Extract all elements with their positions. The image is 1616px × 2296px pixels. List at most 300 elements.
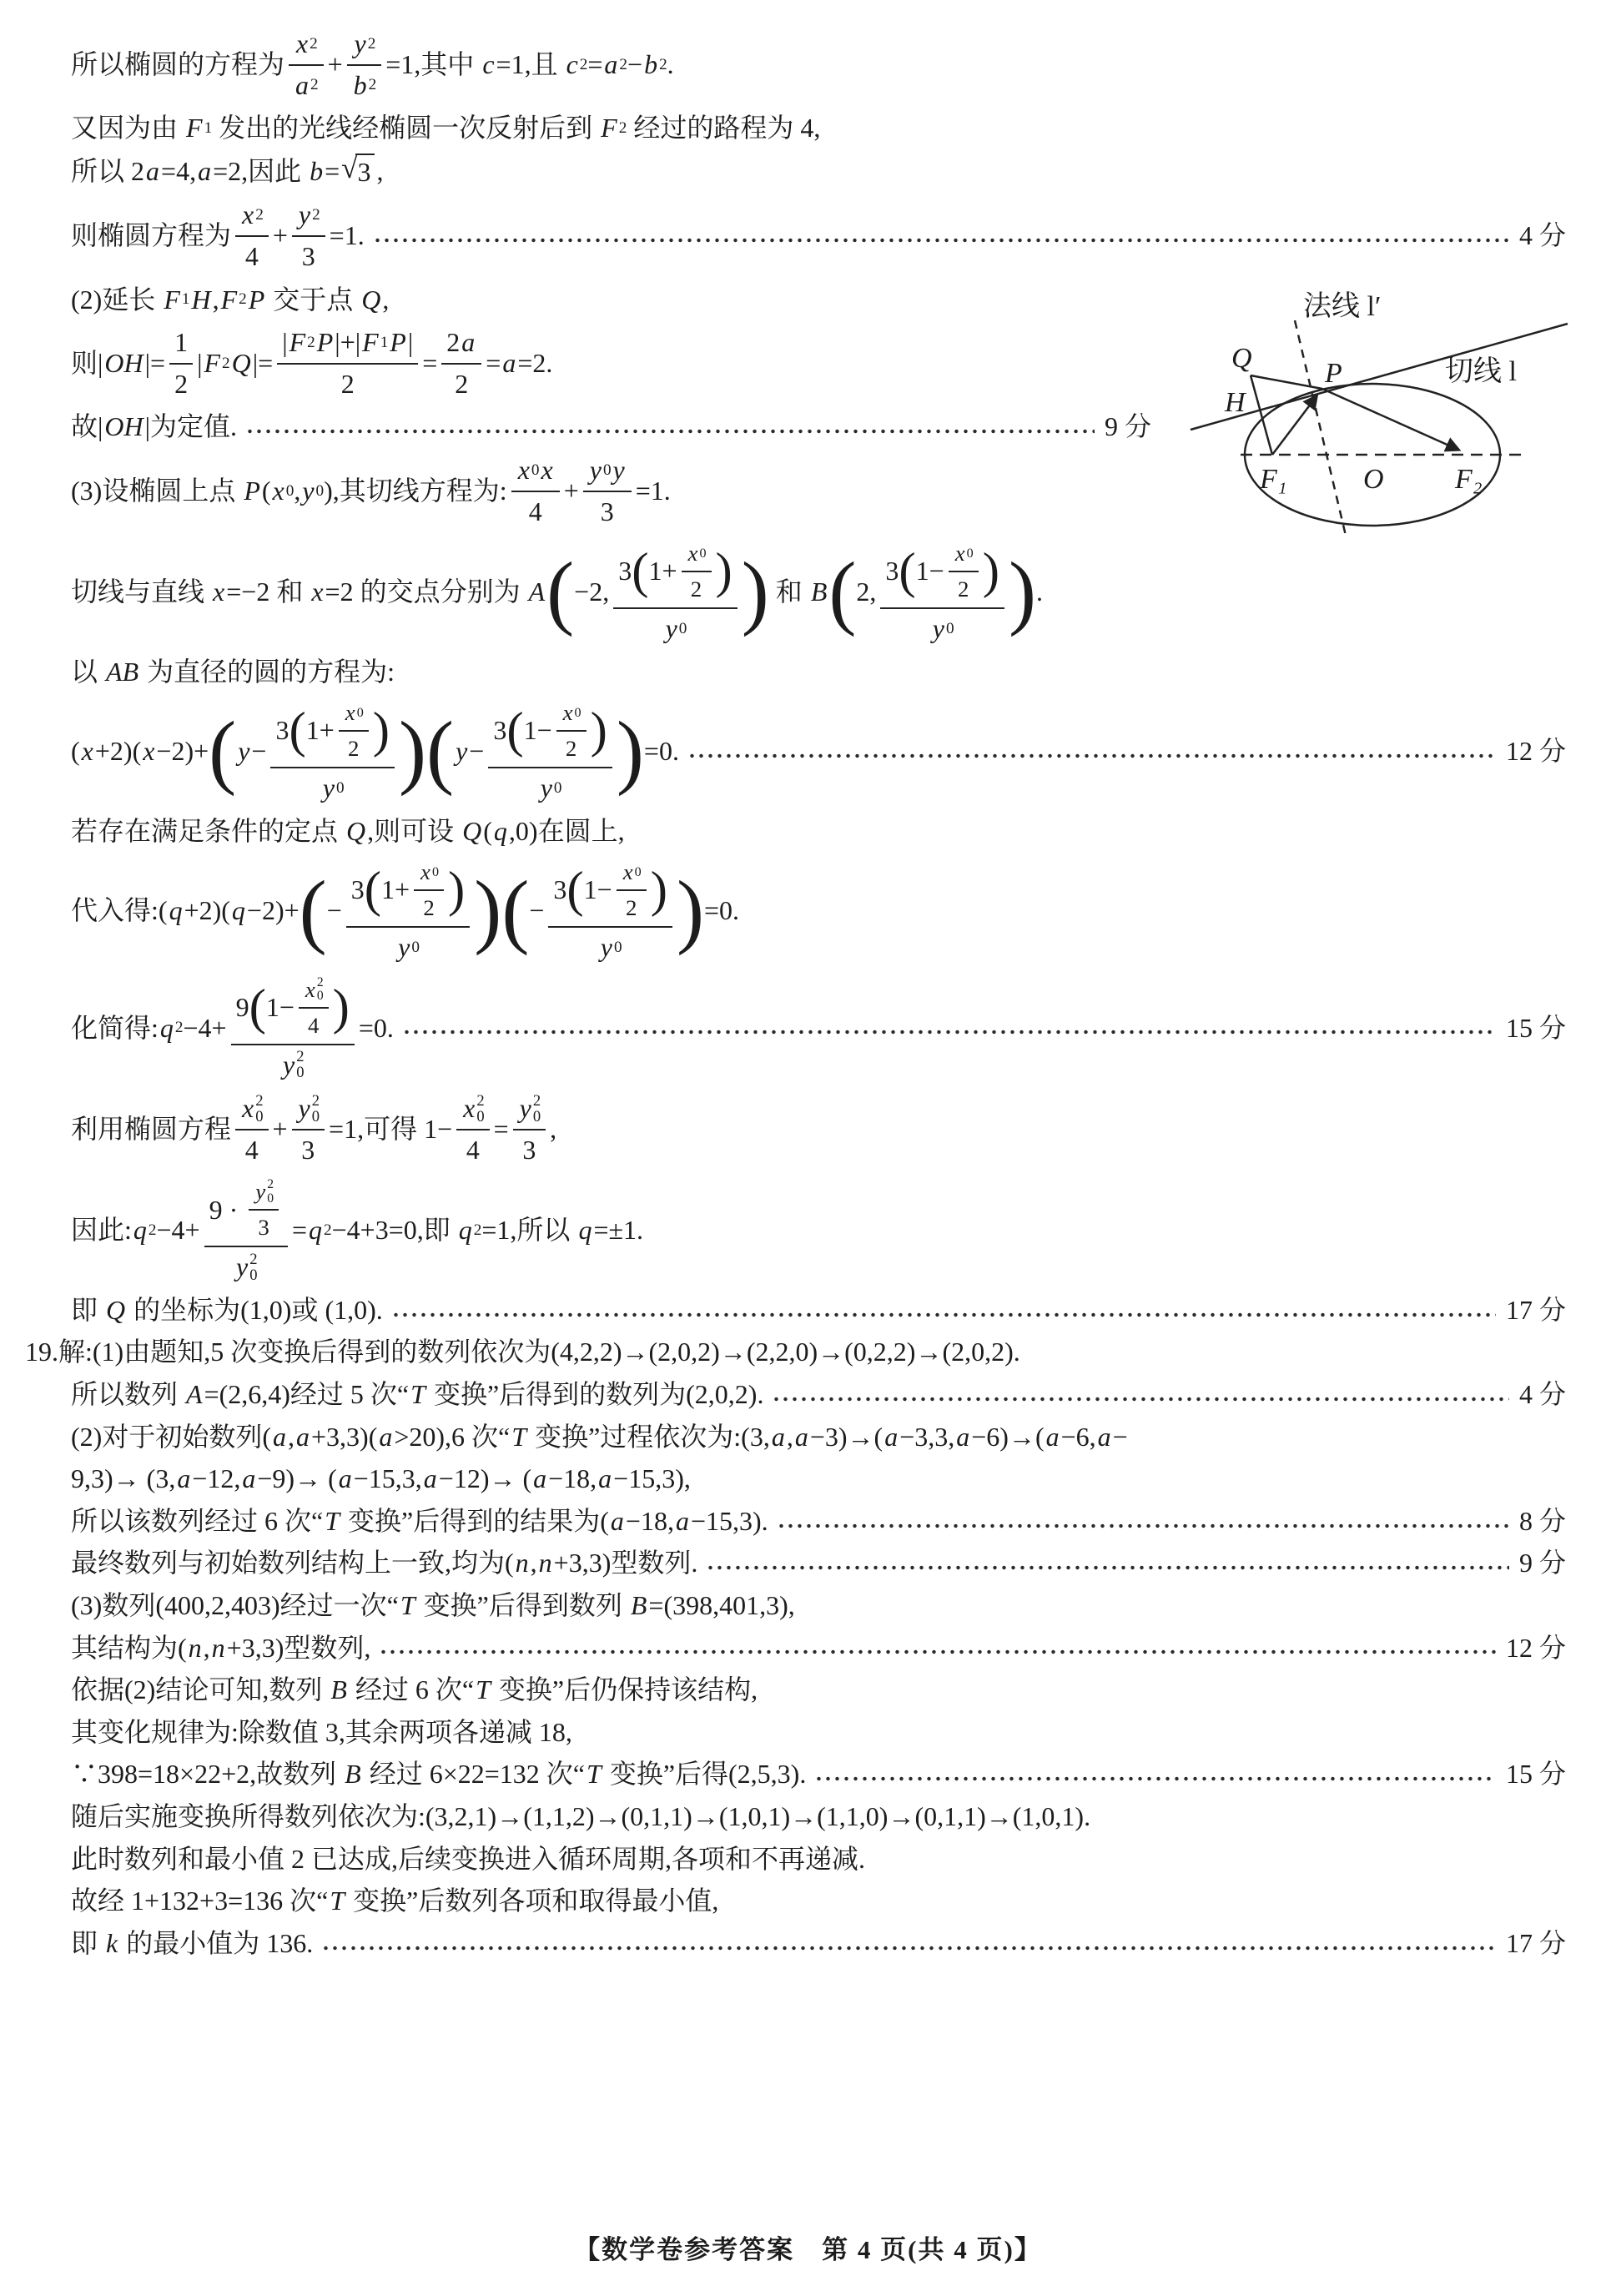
square-root (341, 151, 375, 190)
text-run: 代入得:( (71, 895, 168, 926)
fraction (511, 452, 560, 530)
numerator: 3 ( 1− x 0 2 ) (488, 697, 612, 765)
math-var: a (379, 1421, 393, 1452)
numerator: x 0 (339, 697, 369, 728)
math-var: a (461, 327, 476, 358)
math-var: x (345, 700, 355, 726)
math-var: a (604, 48, 618, 79)
math-var: OH (104, 347, 143, 378)
text-run: 1− (265, 991, 295, 1022)
text-run: 和 (768, 577, 809, 607)
text-run: −6, (1060, 1421, 1096, 1452)
sup-part: 2 (296, 1047, 305, 1065)
tangent-line-label: 切线 l (1445, 356, 1517, 387)
text-run: ∵398=18×22+2,故数列 (71, 1759, 344, 1790)
math-var: q (493, 815, 507, 846)
text-run: =±1. (593, 1215, 644, 1246)
fraction (548, 856, 672, 965)
math-var: Q (346, 815, 366, 846)
radical-sign: √ (341, 151, 358, 184)
text-run: +3,3)型数列. (553, 1548, 698, 1578)
radicand: 3 (355, 154, 375, 190)
sup-part: 2 (255, 1091, 264, 1110)
dot-leader (321, 1945, 1496, 1951)
math-var: a (242, 1463, 256, 1494)
numerator: y 2 (292, 197, 325, 234)
text-run: − (469, 736, 485, 767)
math-var: a (884, 1421, 899, 1452)
score-label: 12 分 (1505, 1632, 1566, 1663)
math-var: x (954, 541, 965, 566)
math-var: Q (231, 347, 251, 378)
text-run: 3 (553, 874, 567, 905)
math-var: y (932, 613, 944, 643)
answer-line-1: 所以椭圆的方程为 x 2 a 2 + y 2 b 2 =1,其中 c =1,且 c 2 = a 2 − b 2 . (71, 26, 1566, 103)
text-run: 则| (71, 347, 103, 378)
stacked-script (533, 1093, 541, 1125)
numerator: x 0 (556, 697, 586, 728)
text-run: −2, (574, 577, 610, 607)
math-var: P (248, 284, 265, 315)
fraction (488, 697, 612, 806)
text-run: 发出的光线经椭圆一次反射后到 (212, 113, 600, 144)
focus1-label: F₁ (1260, 464, 1287, 495)
point-q-label: Q (1231, 343, 1252, 374)
fraction (682, 538, 712, 605)
fraction-bar (556, 730, 586, 732)
dot-leader (687, 753, 1496, 759)
math-var: F (289, 327, 306, 358)
math-var: y (519, 1093, 531, 1124)
text-run: 4 (244, 1134, 259, 1165)
math-var: x (143, 736, 155, 767)
stacked-script (476, 1093, 484, 1125)
text-run: =0. (358, 1012, 394, 1043)
text-run: = (422, 347, 438, 378)
math-var: a (198, 155, 212, 186)
answer-line-16: 因此: q 2 −4+ 9 · y 2 0 3 y 2 0 = q 2 −4+3=0,即 q 2 =1,所以 q =±1. (71, 1176, 1566, 1285)
segment-q-p (1251, 375, 1322, 389)
text-run: 2 (423, 895, 435, 921)
text-run: 1+ (305, 715, 335, 746)
math-var: B (330, 1674, 347, 1705)
denominator: b 2 (347, 68, 382, 104)
text-run: |= (144, 347, 166, 378)
text-run: = (325, 155, 340, 186)
answer-line-19 (71, 1377, 1566, 1412)
text-run: 故经 1+132+3=136 次“ (71, 1886, 329, 1916)
denominator (169, 366, 193, 403)
text-run: −2)+ (156, 736, 209, 767)
score-label: 15 分 (1505, 1759, 1566, 1790)
text-run: 1− (523, 715, 552, 746)
answer-line-11: ( x +2)( x −2)+ ( y − 3 ( 1+ x 0 2 ) y 0 ) ( y − 3 ( 1− x 0 2 ) y 0 ) =0. 12 分 (71, 697, 1566, 806)
math-var: y (255, 1179, 266, 1205)
page-footer: 【数学卷参考答案 第 4 页(共 4 页)】 (574, 2235, 1042, 2264)
math-var: y (665, 613, 677, 643)
text-run: 9 · (209, 1194, 245, 1225)
ellipse-diagram-svg (1161, 290, 1612, 553)
text-run: 此时数列和最小值 2 已达成,后续变换进入循环周期,各项和不再递减. (71, 1843, 866, 1874)
sup-part: 2 (316, 974, 324, 989)
fraction (583, 452, 632, 530)
text-run: =1,且 (496, 48, 565, 79)
fraction-bar (299, 1007, 329, 1009)
math-var: n (538, 1548, 552, 1578)
text-run: 又因为由 (71, 113, 185, 144)
text-run: , (550, 1113, 557, 1144)
math-var: T (511, 1421, 527, 1452)
denominator (621, 893, 642, 924)
math-var: x (81, 736, 93, 767)
text-run: 变换”过程依次为:(3, (528, 1421, 770, 1452)
text-run: 变换”后得到的结果为( (341, 1505, 609, 1536)
dot-leader (814, 1775, 1496, 1782)
math-var: b (353, 69, 367, 100)
fraction (249, 1176, 279, 1243)
math-var: F (601, 113, 617, 144)
text-run: 变换”后得到数列 (416, 1590, 629, 1620)
numerator (235, 1090, 268, 1127)
text-run: = (486, 347, 501, 378)
score-label: 17 分 (1505, 1927, 1566, 1958)
fraction (441, 325, 481, 402)
denominator (296, 1132, 320, 1169)
text-run: (3)设椭圆上点 (71, 475, 243, 506)
text-run: 以 (71, 656, 105, 687)
fraction-bar (513, 1129, 546, 1130)
text-run: 依据(2)结论可知,数列 (71, 1674, 330, 1705)
denominator (686, 574, 707, 605)
math-var: x (622, 859, 633, 885)
text-run: 3 (618, 556, 632, 587)
text-run: −4+3=0,即 (331, 1215, 457, 1246)
fraction (880, 537, 1004, 647)
text-run: −12)→ ( (438, 1463, 532, 1494)
math-var: P (390, 327, 406, 358)
math-var: a (338, 1463, 352, 1494)
text-run: =−2 和 (226, 577, 310, 607)
text-run: 随后实施变换所得数列依次为:(3,2,1)→(1,1,2)→(0,1,1)→(1,0,1)→(1,1,0)→(0,1,1)→(1,0,1). (71, 1800, 1091, 1831)
text-run: 所以该数列经过 6 次“ (71, 1505, 324, 1536)
numerator (292, 1090, 325, 1127)
fraction-bar (617, 889, 647, 891)
text-run: 3 (600, 496, 614, 526)
fraction-bar (347, 64, 382, 66)
numerator: x 2 (289, 26, 323, 63)
math-var: a (794, 1421, 808, 1452)
text-run: 所以数列 (71, 1379, 185, 1410)
numerator (441, 325, 481, 361)
math-var: x (242, 199, 254, 230)
math-var: T (476, 1674, 491, 1705)
dot-leader (777, 1523, 1509, 1529)
math-var: y (354, 28, 366, 58)
text-run: , (212, 284, 219, 315)
math-var: A (528, 577, 546, 607)
fraction (414, 857, 444, 924)
text-run: |为定值. (144, 411, 238, 442)
fraction (270, 697, 395, 806)
stacked-script (317, 976, 324, 1004)
sub-part: 0 (311, 1107, 320, 1125)
text-run: 变换”后得(2,5,3). (602, 1759, 807, 1790)
text-run: 即 (71, 1294, 105, 1325)
denominator (561, 733, 581, 764)
fraction (346, 856, 471, 965)
text-run: . (1035, 577, 1043, 607)
text-run: − (529, 895, 545, 926)
math-var: b (644, 48, 658, 79)
text-run: =1,其中 (385, 48, 481, 79)
text-run: + (272, 220, 288, 251)
segment-q-f1 (1251, 375, 1272, 455)
text-run: −12, (192, 1463, 241, 1494)
answer-line-8: (3)设椭圆上点 P ( x 0 , y 0 ),其切线方程为: x 0 x 4 + y 0 y 3 =1. (71, 452, 1566, 530)
answer-line-4 (71, 197, 1566, 274)
text-run: ,0)在圆上, (508, 815, 625, 846)
text-run: 因此: (71, 1215, 132, 1246)
denominator (517, 1132, 541, 1169)
dot-leader (373, 237, 1509, 244)
answer-line-23 (71, 1546, 1566, 1581)
text-run: 的坐标为(1,0)或 (1,0). (127, 1294, 383, 1325)
text-run: 所以 2 (71, 155, 145, 186)
fraction-bar (235, 1129, 268, 1130)
math-var: a (272, 1421, 286, 1452)
text-run: 2 (565, 736, 577, 762)
answer-line-15 (71, 1090, 1566, 1168)
score-label: 15 分 (1505, 1012, 1566, 1043)
math-var: k (106, 1927, 118, 1958)
math-var: B (630, 1590, 647, 1620)
math-var: y (600, 932, 612, 963)
dot-leader (391, 1312, 1496, 1318)
math-var: a (177, 1463, 191, 1494)
stacked-script (312, 1093, 320, 1125)
text-run: 3 (275, 715, 289, 746)
text-run: − (326, 895, 342, 926)
math-var: T (325, 1505, 340, 1536)
math-var: y (612, 454, 625, 485)
text-run: −4+ (183, 1012, 227, 1043)
numerator: | F 2 P |+| F 1 P | (277, 325, 418, 361)
fraction-bar (270, 767, 395, 768)
answer-line-18 (25, 1335, 1566, 1370)
fraction (299, 974, 329, 1041)
fraction-bar (289, 64, 324, 66)
sub-part: 0 (267, 1191, 274, 1206)
fraction-bar (339, 730, 369, 732)
text-run: −3)→( (809, 1421, 884, 1452)
text-run: 化简得: (71, 1012, 159, 1043)
math-var: F (186, 113, 203, 144)
text-run: =(398,401,3), (648, 1590, 795, 1620)
text-run: | (197, 347, 203, 378)
text-run: ( (261, 475, 271, 506)
text-run: , (376, 155, 384, 186)
fraction (456, 1090, 489, 1168)
numerator: 3 ( 1+ x 0 2 ) (270, 697, 395, 765)
math-var: x (420, 859, 430, 885)
math-var: n (211, 1632, 225, 1663)
math-var: P (316, 327, 334, 358)
fraction (556, 697, 586, 764)
text-run: 2 (174, 368, 189, 399)
math-var: Q (106, 1294, 126, 1325)
math-var: y (298, 199, 311, 230)
math-var: x (687, 541, 698, 566)
text-run: 即 (71, 1927, 105, 1958)
math-var: y (540, 773, 552, 803)
text-run: 2 (340, 368, 355, 399)
text-run: 19.解:(1)由题知,5 次变换后得到的数列依次为(4,2,2)→(2,0,2)→(2,2,0)→(0,2,2)→(2,0,2). (25, 1337, 1020, 1367)
math-var: a (295, 69, 310, 100)
denominator (297, 239, 320, 275)
math-var: Q (462, 815, 482, 846)
text-run: |= (252, 347, 274, 378)
text-run: 1− (583, 874, 612, 905)
math-var: x (562, 700, 573, 726)
math-var: P (244, 475, 260, 506)
denominator: a 2 (289, 68, 324, 104)
math-var: c (482, 48, 495, 79)
fraction (513, 1090, 546, 1168)
denominator (253, 1212, 274, 1243)
math-var: a (1045, 1421, 1060, 1452)
text-run: (3)数列(400,2,403)经过一次“ (71, 1590, 399, 1620)
numerator: x 0 (682, 538, 712, 569)
math-var: Q (361, 284, 381, 315)
answer-line-28 (71, 1757, 1566, 1792)
math-var: n (188, 1632, 202, 1663)
math-var: x (305, 976, 315, 1002)
text-run: 9 (235, 991, 249, 1022)
text-run: + (272, 1113, 288, 1144)
sub-part: 0 (476, 1107, 485, 1125)
numerator: x 2 (235, 197, 269, 234)
sup-part: 2 (476, 1091, 485, 1110)
fraction (289, 26, 324, 103)
math-var: A (186, 1379, 203, 1410)
text-run: −4+ (156, 1215, 200, 1246)
text-run: −6)→( (971, 1421, 1045, 1452)
numerator: 3 ( 1− x 0 2 ) (548, 856, 672, 924)
denominator (953, 574, 974, 605)
fraction-bar (456, 1129, 489, 1130)
fraction (277, 325, 418, 402)
dot-leader (245, 428, 1095, 435)
answer-line-7 (71, 410, 1151, 445)
text-run: − (1112, 1421, 1128, 1452)
text-run: 2 (348, 736, 360, 762)
text-run: | (282, 327, 288, 358)
text-run: =2 的交点分别为 (325, 577, 527, 607)
math-var: a (598, 1463, 612, 1494)
math-var: x (272, 475, 284, 506)
text-run: 3 (885, 556, 899, 587)
denominator: y 0 (316, 770, 350, 807)
math-var: c (566, 48, 578, 79)
denominator: y 0 (594, 929, 627, 966)
answer-line-26 (71, 1673, 1566, 1708)
text-run: , (294, 475, 301, 506)
math-var: a (502, 347, 516, 378)
score-label: 4 分 (1518, 1379, 1566, 1410)
fraction-bar (441, 363, 481, 365)
point-p-label: P (1325, 358, 1342, 389)
text-run: +3,3)型数列, (226, 1632, 371, 1663)
fraction (235, 1090, 268, 1168)
math-var: T (586, 1759, 602, 1790)
numerator: x 0 (414, 857, 444, 888)
math-var: x (541, 454, 553, 485)
text-run: 1 (174, 327, 189, 358)
dot-leader (772, 1396, 1509, 1402)
fraction-bar (204, 1246, 288, 1247)
fraction-bar (511, 491, 560, 492)
text-run: = (291, 1215, 308, 1246)
math-var: q (133, 1215, 147, 1246)
math-var: a (423, 1463, 437, 1494)
text-run: 则椭圆方程为 (71, 220, 232, 251)
fraction (169, 325, 193, 402)
math-var: y (282, 1049, 295, 1080)
fraction-bar (249, 1209, 279, 1211)
math-var: T (410, 1379, 425, 1410)
answer-line-30 (71, 1842, 1566, 1877)
text-run: + (327, 48, 343, 79)
math-var: q (159, 1012, 174, 1043)
text-run: −3,3, (899, 1421, 955, 1452)
denominator (461, 1132, 485, 1169)
math-var: a (675, 1505, 689, 1536)
fraction-bar (613, 607, 738, 609)
fraction (613, 537, 738, 647)
text-run: 2 (455, 368, 469, 399)
math-var: B (345, 1759, 361, 1790)
text-run: 利用椭圆方程 (71, 1113, 232, 1144)
text-run: −18, (548, 1463, 597, 1494)
score-label: 4 分 (1518, 220, 1566, 251)
denominator (240, 1132, 264, 1169)
denominator (524, 494, 547, 531)
text-run: 若存在满足条件的定点 (71, 815, 345, 846)
fraction (292, 197, 325, 274)
math-var: x (213, 577, 225, 607)
ellipse-diagram (1161, 290, 1612, 557)
answer-line-29 (71, 1800, 1566, 1835)
answer-line-20 (71, 1420, 1566, 1455)
math-var: y (322, 773, 335, 803)
math-var: T (330, 1886, 345, 1916)
numerator (299, 974, 329, 1005)
sub-part: 0 (296, 1064, 305, 1082)
dot-leader (379, 1649, 1496, 1655)
sub-part: 0 (249, 1266, 258, 1285)
math-var: y (236, 1251, 249, 1282)
text-run: 其变化规律为:除数值 3,其余两项各递减 18, (71, 1716, 572, 1747)
math-var: B (810, 577, 828, 607)
numerator: 3 ( 1+ x 0 2 ) (346, 856, 471, 924)
denominator: y 0 (926, 611, 959, 647)
answer-line-13: 代入得:( q +2)( q −2)+ ( − 3 ( 1+ x 0 2 ) y 0 ) ( − 3 ( 1− x 0 2 ) y 0 ) =0. (71, 856, 1566, 965)
math-var: T (400, 1590, 415, 1620)
math-var: b (310, 155, 324, 186)
dot-leader (402, 1029, 1496, 1035)
text-run: , (530, 1548, 537, 1578)
math-var: y (302, 475, 315, 506)
